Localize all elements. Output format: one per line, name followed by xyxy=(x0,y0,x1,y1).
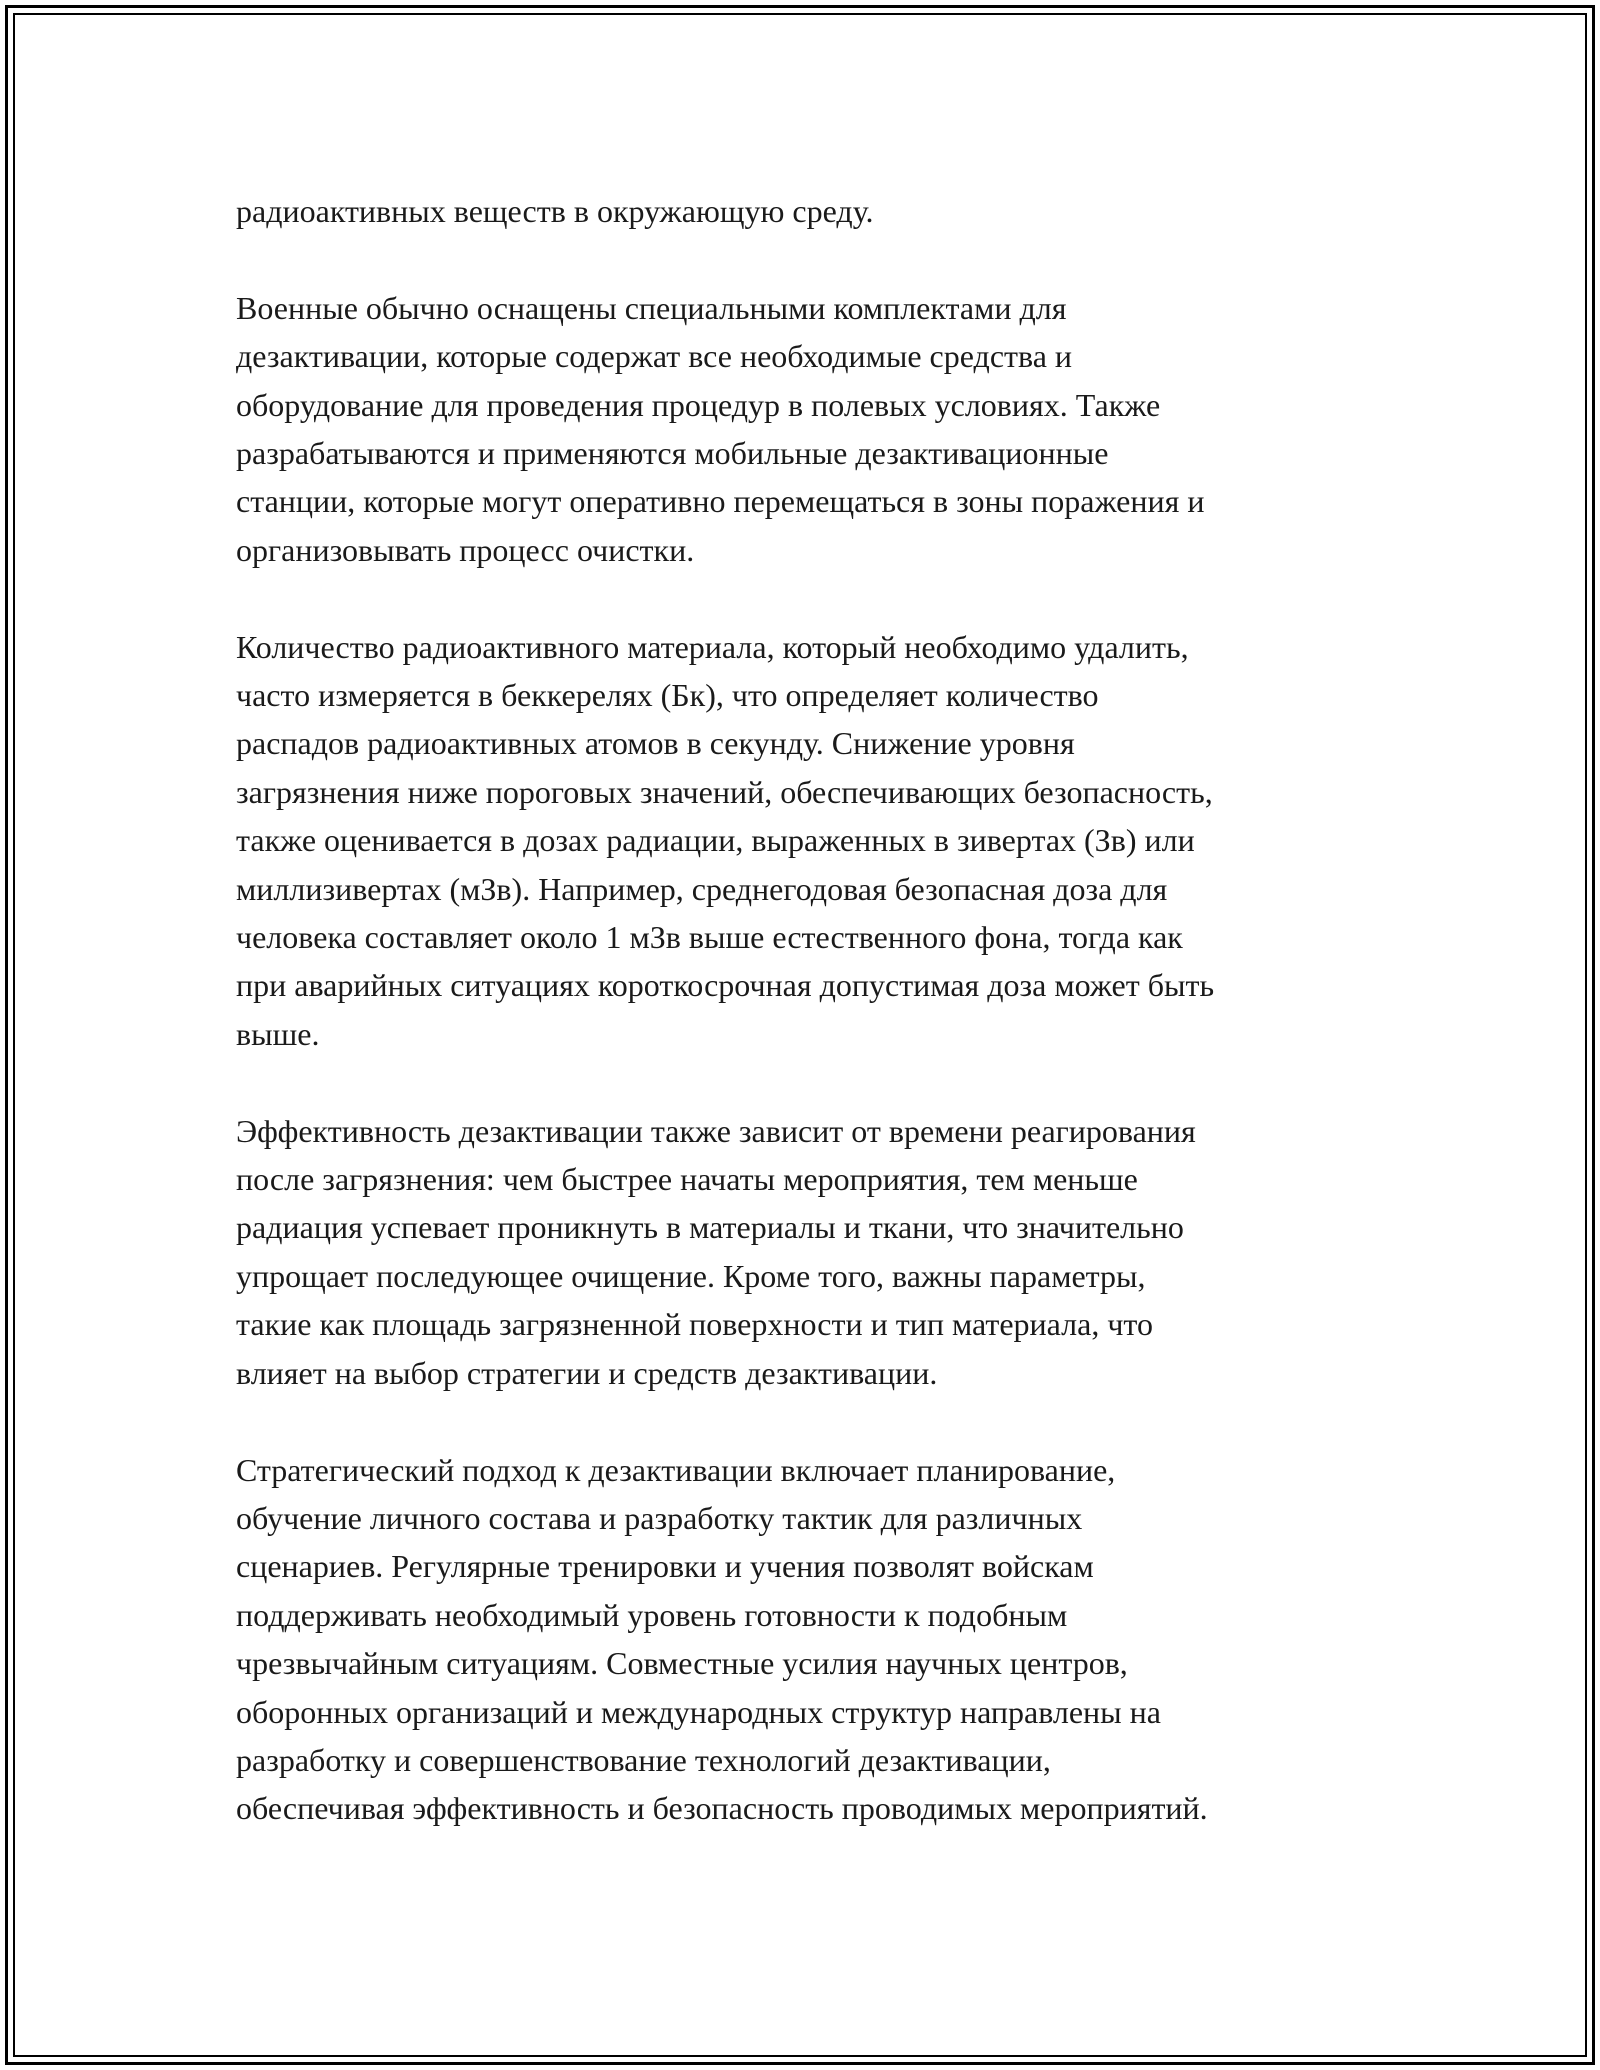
text-line: обучение личного состава и разработку тактик для различных xyxy=(236,1499,1083,1536)
text-line: Стратегический подход к дезактивации включает планирование, xyxy=(236,1451,1116,1488)
text-line: после загрязнения: чем быстрее начаты мероприятия, тем меньше xyxy=(236,1161,1138,1198)
text-line: загрязнения ниже пороговых значений, обеспечивающих безопасность, xyxy=(236,773,1213,810)
paragraph-1 xyxy=(236,187,1436,235)
text-line: оборудование для проведения процедур в полевых условиях. Также xyxy=(236,386,1161,423)
text-line: миллизивертах (мЗв). Например, среднегодовая безопасная доза для xyxy=(236,870,1168,907)
text-line: разрабатываются и применяются мобильные дезактивационные xyxy=(236,435,1109,472)
text-line: сценариев. Регулярные тренировки и учения позволят войскам xyxy=(236,1548,1094,1585)
text-line: обеспечивая эффективность и безопасность проводимых мероприятий. xyxy=(236,1790,1208,1827)
text-line: Эффективность дезактивации также зависит от времени реагирования xyxy=(236,1112,1196,1149)
text-line: также оценивается в дозах радиации, выраженных в зивертах (Зв) или xyxy=(236,822,1195,859)
paragraph-2 xyxy=(236,284,1436,574)
paragraph-4 xyxy=(236,1107,1436,1397)
text-line: радиация успевает проникнуть в материалы и ткани, что значительно xyxy=(236,1209,1184,1246)
text-line: разработку и совершенствование технологий дезактивации, xyxy=(236,1741,1051,1778)
text-line: упрощает последующее очищение. Кроме того, важны параметры, xyxy=(236,1257,1146,1294)
text-line: организовывать процесс очистки. xyxy=(236,531,695,568)
document-body xyxy=(236,187,1436,1881)
text-line: выше. xyxy=(236,1015,320,1052)
paragraph-5 xyxy=(236,1446,1436,1833)
text-line: часто измеряется в беккерелях (Бк), что определяет количество xyxy=(236,677,1099,714)
text-line: Количество радиоактивного материала, который необходимо удалить, xyxy=(236,628,1189,665)
text-line: дезактивации, которые содержат все необходимые средства и xyxy=(236,338,1073,375)
text-line: поддерживать необходимый уровень готовности к подобным xyxy=(236,1596,1068,1633)
text-line: чрезвычайным ситуациям. Совместные усилия научных центров, xyxy=(236,1645,1128,1682)
text-line: распадов радиоактивных атомов в секунду. Снижение уровня xyxy=(236,725,1075,762)
text-line: влияет на выбор стратегии и средств дезактивации. xyxy=(236,1354,938,1391)
text-line: станции, которые могут оперативно перемещаться в зоны поражения и xyxy=(236,483,1205,520)
text-line: при аварийных ситуациях короткосрочная допустимая доза может быть xyxy=(236,967,1215,1004)
text-line: Военные обычно оснащены специальными комплектами для xyxy=(236,289,1067,326)
text-line: человека составляет около 1 мЗв выше естественного фона, тогда как xyxy=(236,919,1183,956)
text-line: оборонных организаций и международных структур направлены на xyxy=(236,1693,1161,1730)
text-line: такие как площадь загрязненной поверхности и тип материала, что xyxy=(236,1306,1153,1343)
text-line: радиоактивных веществ в окружающую среду. xyxy=(236,193,874,229)
paragraph-3 xyxy=(236,623,1436,1059)
